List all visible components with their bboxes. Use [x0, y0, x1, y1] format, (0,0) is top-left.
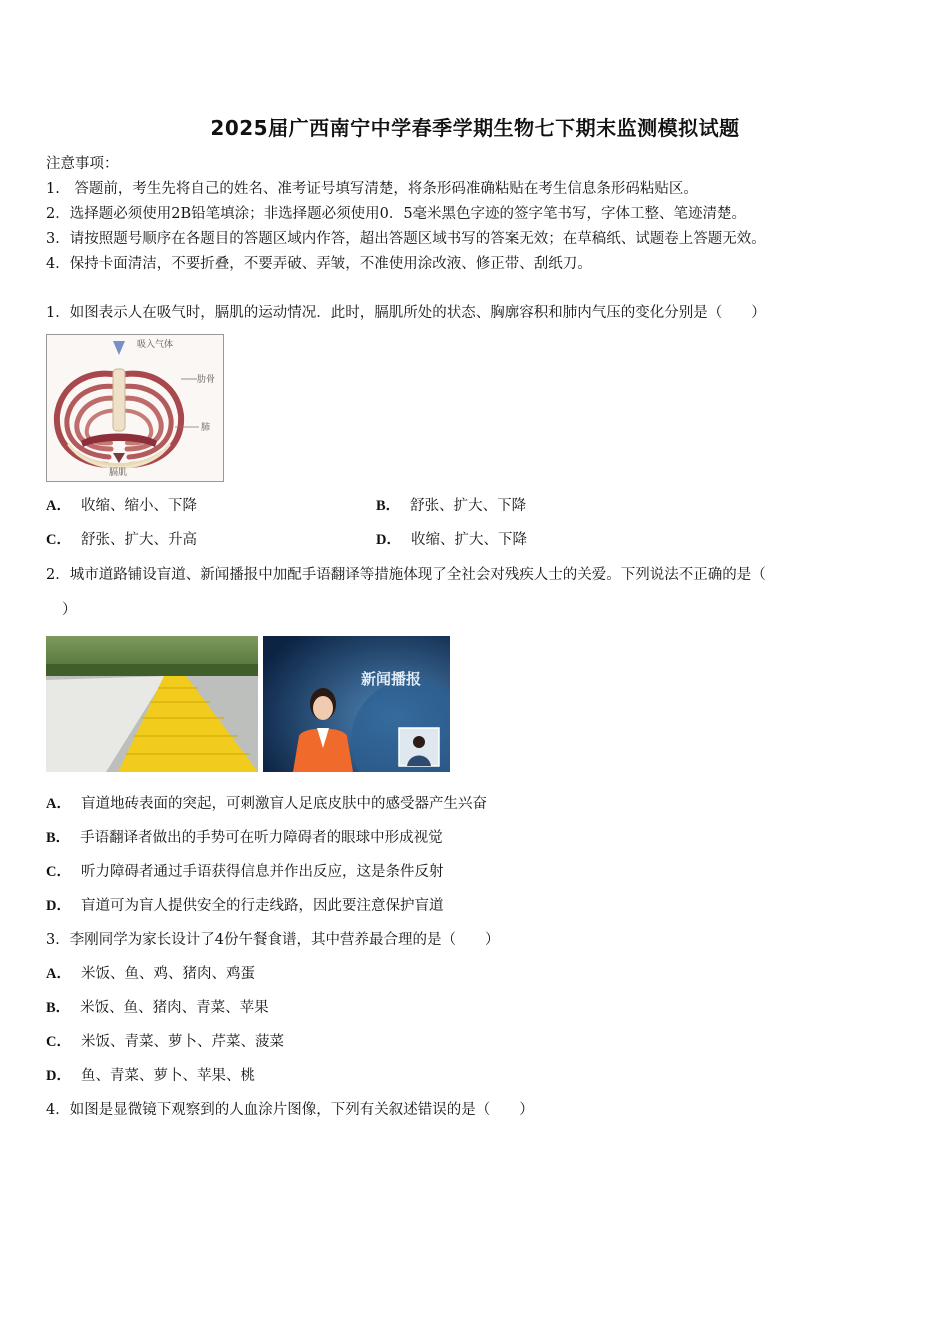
option-text: 鱼、青菜、萝卜、苹果、桃 — [80, 1068, 255, 1084]
tactile-paving-photo — [46, 636, 258, 772]
option-letter: D． — [46, 898, 71, 914]
diaphragm-arrow-icon — [113, 453, 125, 463]
option-letter: C． — [46, 532, 71, 548]
question-4-stem: 4．如图是显微镜下观察到的人血涂片图像，下列有关叙述错误的是（ ） — [46, 1102, 534, 1118]
option-text: 米饭、青菜、萝卜、芹菜、菠菜 — [80, 1034, 284, 1050]
q1-option-c[interactable] — [46, 528, 197, 549]
sign-language-news-photo — [263, 636, 450, 772]
label-rib: 肋骨 — [197, 375, 216, 385]
q3-option-a[interactable] — [46, 962, 255, 983]
q1-option-d[interactable] — [376, 528, 527, 549]
option-text: 米饭、鱼、鸡、猪肉、鸡蛋 — [80, 966, 255, 982]
notice-item: 4．保持卡面清洁，不要折叠，不要弄破、弄皱，不准使用涂改液、修正带、刮纸刀。 — [46, 256, 592, 272]
q2-option-c[interactable] — [46, 860, 443, 881]
q2-option-a[interactable] — [46, 792, 487, 813]
option-text: 听力障碍者通过手语获得信息并作出反应，这是条件反射 — [80, 864, 444, 880]
inhale-arrow-icon — [113, 341, 125, 355]
notice-item: 3．请按照题号顺序在各题目的答题区域内作答，超出答题区域书写的答案无效；在草稿纸、试题卷上答题无效。 — [46, 231, 766, 247]
option-text: 舒张、扩大、下降 — [410, 498, 527, 514]
option-letter: A． — [46, 498, 71, 514]
option-text: 手语翻译者做出的手势可在听力障碍者的眼球中形成视觉 — [80, 830, 443, 846]
q1-option-a[interactable] — [46, 494, 197, 515]
page-title: 2025届广西南宁中学春季学期生物七下期末监测模拟试题 — [210, 116, 740, 140]
notice-item: 1. 答题前，考生先将自己的姓名、准考证号填写清楚，将条形码准确粘贴在考生信息条形码粘贴区。 — [46, 181, 698, 197]
sternum — [113, 369, 125, 431]
news-caption: 新闻播报 — [361, 670, 422, 688]
option-text: 收缩、扩大、下降 — [410, 532, 527, 548]
option-text: 盲道地砖表面的突起，可刺激盲人足底皮肤中的感受器产生兴奋 — [80, 796, 487, 812]
question-2-stem: 2．城市道路铺设盲道、新闻播报中加配手语翻译等措施体现了全社会对残疾人士的关爱。下列说法不正确的是（ — [46, 567, 766, 583]
q2-option-b[interactable] — [46, 826, 443, 847]
option-text: 舒张、扩大、升高 — [80, 532, 197, 548]
option-letter: B． — [376, 498, 401, 514]
notice-item: 2．选择题必须使用2B铅笔填涂；非选择题必须使用0．5毫米黑色字迹的签字笔书写，字体工整、笔迹清楚。 — [46, 206, 747, 222]
q3-option-b[interactable] — [46, 996, 269, 1017]
label-inhale: 吸入气体 — [137, 340, 174, 350]
option-letter: D． — [46, 1068, 71, 1084]
ribcage-diagram — [46, 334, 224, 482]
option-letter: B． — [46, 1000, 71, 1016]
option-letter: D． — [376, 532, 401, 548]
question-3-stem: 3．李刚同学为家长设计了4份午餐食谱，其中营养最合理的是（ ） — [46, 932, 500, 948]
notice-heading: 注意事项： — [46, 156, 119, 172]
option-letter: C． — [46, 1034, 71, 1050]
q2-option-d[interactable] — [46, 894, 443, 915]
q3-option-d[interactable] — [46, 1064, 255, 1085]
option-text: 盲道可为盲人提供安全的行走线路，因此要注意保护盲道 — [80, 898, 444, 914]
question-2-stem-cont: ） — [62, 602, 77, 618]
q3-option-c[interactable] — [46, 1030, 284, 1051]
question-1-stem: 1．如图表示人在吸气时，膈肌的运动情况．此时，膈肌所处的状态、胸廓容积和肺内气压的变化分别是（ ） — [46, 305, 766, 321]
option-text: 收缩、缩小、下降 — [80, 498, 197, 514]
label-diaphragm: 膈肌 — [109, 468, 128, 478]
option-letter: A． — [46, 796, 71, 812]
option-letter: C． — [46, 864, 71, 880]
option-text: 米饭、鱼、猪肉、青菜、苹果 — [80, 1000, 269, 1016]
q1-option-b[interactable] — [376, 494, 526, 515]
label-lung: 肺 — [201, 423, 211, 433]
option-letter: B． — [46, 830, 71, 846]
option-letter: A． — [46, 966, 71, 982]
